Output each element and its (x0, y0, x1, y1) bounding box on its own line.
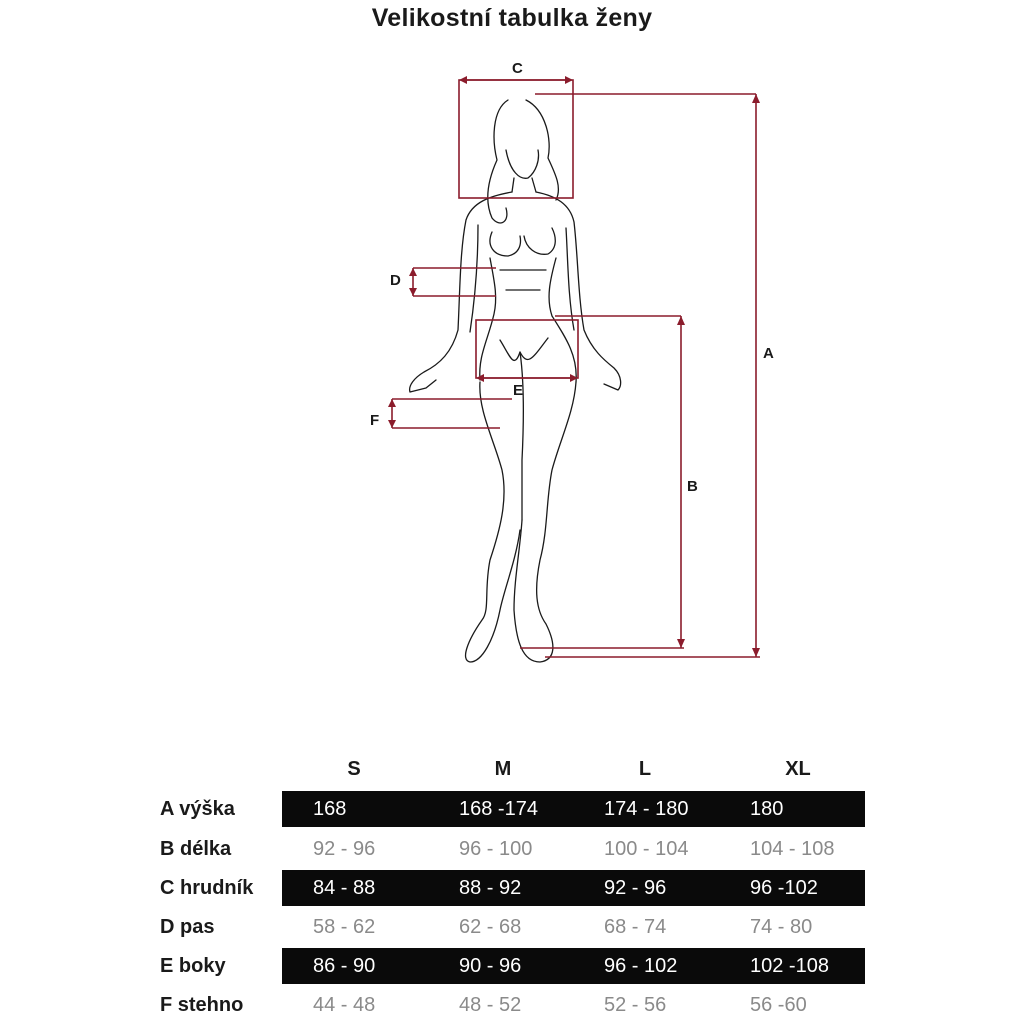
table-row-vyska (0, 791, 1024, 827)
cell-l: 96 - 102 (604, 955, 678, 977)
row-label: D pas (160, 916, 215, 938)
size-header-xl: XL (785, 758, 811, 780)
row-label: B délka (160, 838, 232, 860)
measure-label-a: A (763, 345, 774, 362)
cell-s: 92 - 96 (313, 838, 376, 860)
cell-m: 168 -174 (459, 798, 538, 820)
cell-l: 52 - 56 (604, 994, 667, 1016)
cell-xl: 180 (750, 798, 784, 820)
cell-l: 100 - 104 (604, 838, 689, 860)
cell-s: 86 - 90 (313, 955, 376, 977)
cell-xl: 96 -102 (750, 877, 818, 899)
cell-s: 44 - 48 (313, 994, 376, 1016)
cell-xl: 102 -108 (750, 955, 829, 977)
measurement-arrowheads (388, 76, 760, 657)
cell-xl: 74 - 80 (750, 916, 813, 938)
cell-m: 48 - 52 (459, 994, 522, 1016)
size-header-m: M (494, 758, 512, 780)
cell-l: 92 - 96 (604, 877, 667, 899)
cell-s: 58 - 62 (313, 916, 376, 938)
cell-m: 90 - 96 (459, 955, 522, 977)
size-header-s: S (347, 758, 361, 780)
row-label: A výška (160, 798, 235, 820)
size-header-l: L (638, 758, 652, 780)
cell-xl: 104 - 108 (750, 838, 835, 860)
female-figure-outline (410, 100, 621, 662)
page-title: Velikostní tabulka ženy (371, 4, 653, 32)
cell-s: 84 - 88 (313, 877, 376, 899)
cell-m: 62 - 68 (459, 916, 522, 938)
measure-label-e: E (513, 382, 524, 399)
table-row-boky (0, 948, 1024, 984)
table-row-hrudnik (0, 870, 1024, 906)
measure-label-f: F (370, 412, 380, 429)
cell-m: 96 - 100 (459, 838, 533, 860)
table-row-stehno (0, 987, 1024, 1023)
cell-l: 68 - 74 (604, 916, 667, 938)
table-row-pas (0, 909, 1024, 945)
measure-label-c: C (512, 60, 523, 77)
row-label: C hrudník (160, 877, 254, 899)
cell-l: 174 - 180 (604, 798, 689, 820)
row-label: F stehno (160, 994, 244, 1016)
table-row-delka (0, 831, 1024, 867)
cell-xl: 56 -60 (750, 994, 807, 1016)
cell-m: 88 - 92 (459, 877, 522, 899)
row-label: E boky (160, 955, 226, 977)
cell-s: 168 (313, 798, 347, 820)
measure-label-d: D (390, 272, 401, 289)
measure-label-b: B (687, 478, 698, 495)
